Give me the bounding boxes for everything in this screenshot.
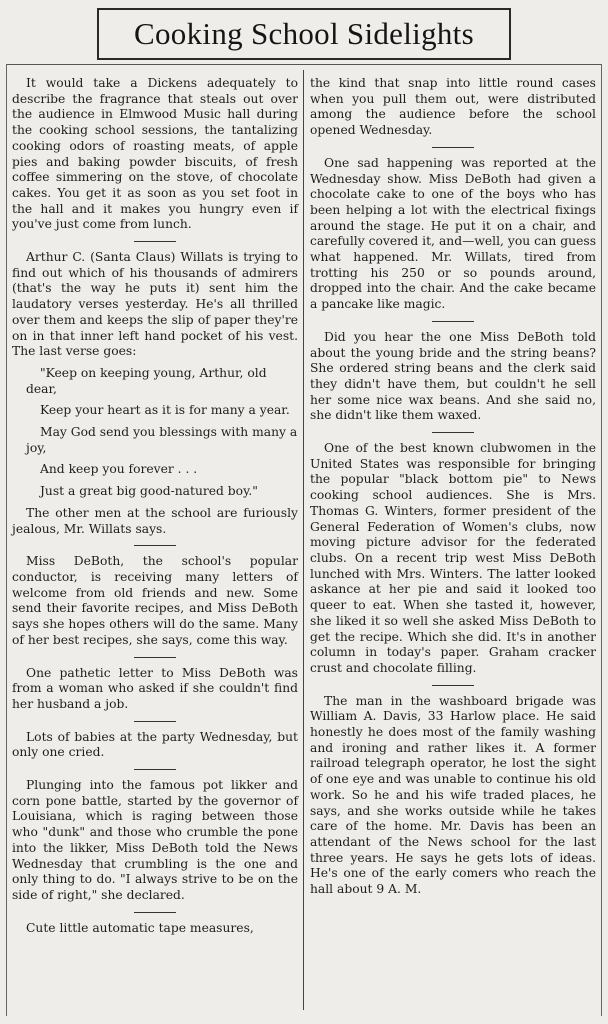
paragraph: Did you hear the one Miss DeBoth told about the young bride and the string beans? She ordered string beans and the clerk said they didn't have them, but couldn't he sell her some nice wax beans. And she said no, she didn't like them waxed. xyxy=(310,329,596,423)
section-rule xyxy=(134,721,176,722)
section-rule xyxy=(432,321,474,322)
section-rule xyxy=(432,432,474,433)
verse-line: "Keep on keeping young, Arthur, old dear, xyxy=(26,365,267,396)
paragraph: The other men at the school are furiously jealous, Mr. Willats says. xyxy=(12,505,298,536)
section-rule xyxy=(134,545,176,546)
section-rule xyxy=(432,147,474,148)
section-rule xyxy=(134,241,176,242)
headline: Cooking School Sidelights xyxy=(134,16,474,51)
headline-box xyxy=(97,8,511,60)
verse xyxy=(12,366,298,500)
paragraph: Miss DeBoth, the school's popular conductor, is receiving many letters of welcome from old friends and new. Some send their favorite recipes, and Miss DeBoth says she hopes others will do the same. Many of her best recipes, she says, come this way. xyxy=(12,554,298,647)
column-divider xyxy=(303,70,304,1010)
top-rule xyxy=(6,64,602,65)
paragraph: the kind that snap into little round cases when you pull them out, were distributed among the audience before the school opened Wednesday. xyxy=(310,76,596,138)
right-border xyxy=(601,64,602,1016)
verse-line: May God send you blessings with many a joy, xyxy=(26,425,298,455)
paragraph: One of the best known clubwomen in the United States was responsible for bringing the popular "black bottom pie" to News cooking school audiences. She is Mrs. Thomas G. Winters, former president of the General Federation of Women's clubs, now moving picture advisor for the federated clubs. On a recent trip west Miss DeBoth lunched with Mrs. Winters. The latter looked askance at her pie and said it looked too queer to eat. When she tasted it, however, she liked it so well she asked Miss DeBoth to get the recipe. Which she did. It's in another column in today's paper. Graham cracker crust and chocolate filling. xyxy=(310,441,596,675)
paragraph: Lots of babies at the party Wednesday, but only one cried. xyxy=(12,729,298,760)
paragraph: It would take a Dickens adequately to describe the fragrance that steals out over the audience in Elmwood Music hall during the cooking school sessions, the tantalizing cooking odors of roasting meats, of apple pies and baking powder biscuits, of fresh coffee simmering on the stove, of chocolate cakes. You get it as soon as you set foot in the hall and it makes you hungry even if you've just come from lunch. xyxy=(12,76,298,232)
paragraph: One pathetic letter to Miss DeBoth was from a woman who asked if she couldn't find her husband a job. xyxy=(12,665,298,711)
left-column xyxy=(12,76,298,942)
paragraph: Cute little automatic tape measures, xyxy=(26,920,254,935)
verse-line: And keep you forever . . . xyxy=(40,462,198,477)
paragraph: The man in the washboard brigade was William A. Davis, 33 Harlow place. He said honestly he does most of the family washing and ironing and rather likes it. A former railroad telegraph operator, he lost the sight of one eye and was unable to continue his old work. So he and his wife traded places, he says, and she works outside while he takes care of the home. Mr. Davis has been an attendant of the News school for the last three years. He says he gets lots of ideas. He's one of the early comers who reach the hall about 9 A. M. xyxy=(310,693,596,897)
right-column xyxy=(310,76,596,904)
section-rule xyxy=(134,657,176,658)
verse-line: Keep your heart as it is for many a year. xyxy=(40,403,290,418)
section-rule xyxy=(134,769,176,770)
paragraph: One sad happening was reported at the Wednesday show. Miss DeBoth had given a chocolate cake to one of the boys who has been helping a lot with the electrical fixings around the stage. He put it on a chair, and carefully covered it, and—well, you can guess what happened. Mr. Willats, tired from trotting his 250 or so pounds around, dropped into the chair. And the cake became a pancake like magic. xyxy=(310,155,596,312)
section-rule xyxy=(432,685,474,686)
verse-line: Just a great big good-natured boy." xyxy=(40,484,258,499)
paragraph: Plunging into the famous pot likker and corn pone battle, started by the governor of Louisiana, which is raging between those who "dunk" and those who crumble the pone into the likker, Miss DeBoth told the News Wednesday that crumbling is the one and only thing to do. "I always strive to be on the side of right," she declared. xyxy=(12,778,298,902)
section-rule xyxy=(134,912,176,913)
paragraph: Arthur C. (Santa Claus) Willats is trying to find out which of his thousands of admirers (that's the way he puts it) sent him the laudatory verses yesterday. He's all thrilled over them and keeps the slip of paper they're on in that inner left hand pocket of his vest. The last verse goes: xyxy=(12,250,298,359)
left-border xyxy=(6,64,7,1016)
